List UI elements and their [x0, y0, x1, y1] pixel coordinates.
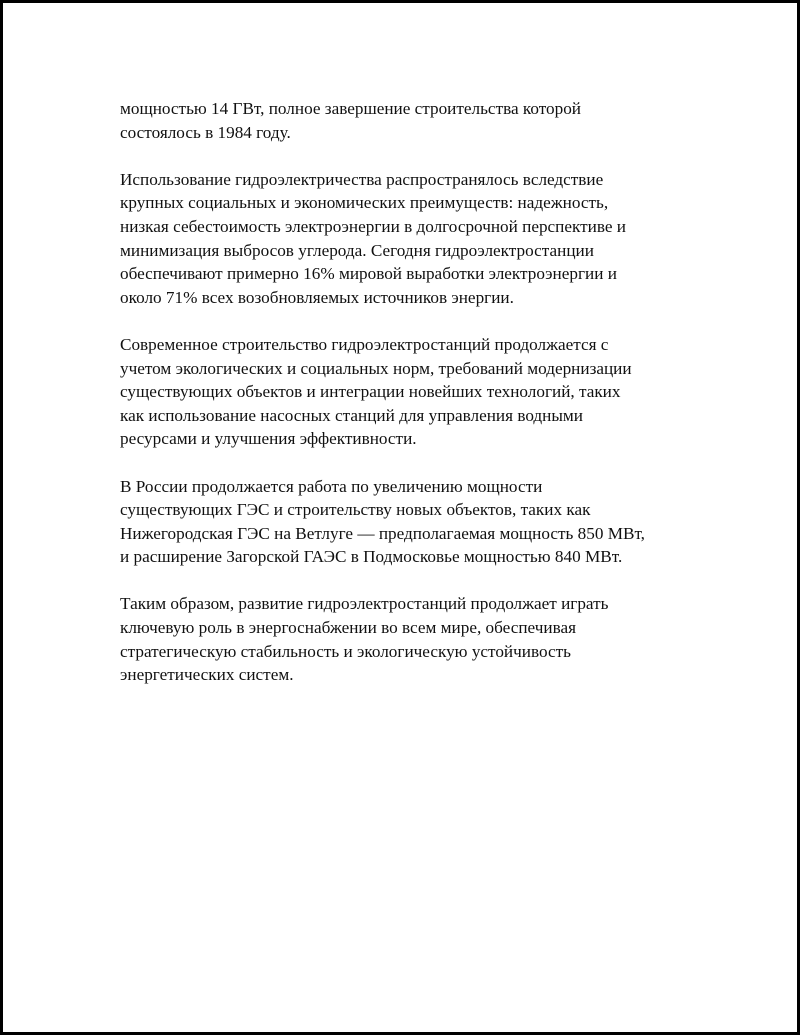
text-line: мощностью 14 ГВт, полное завершение строительства которой [120, 99, 581, 118]
text-line: стратегическую стабильность и экологическую устойчивость [120, 641, 571, 661]
text-line: существующих ГЭС и строительству новых объектов, таких как [120, 500, 591, 520]
text-line: и расширение Загорской ГАЭС в Подмосковье мощностью 840 МВт. [120, 547, 623, 567]
paragraph-5 [120, 592, 700, 686]
text-line: энергетических систем. [120, 665, 294, 685]
text-line: существующих объектов и интеграции новейших технологий, таких [120, 382, 621, 402]
text-line: Таким образом, развитие гидроэлектростанций продолжает играть [120, 594, 609, 614]
text-line: ключевую роль в энергоснабжении во всем мире, обеспечивая [120, 618, 577, 638]
text-line: ресурсами и улучшения эффективности. [120, 429, 417, 449]
text-line: состоялось в 1984 году. [120, 122, 291, 142]
text-line: Использование гидроэлектричества распространялось вследствие [120, 169, 604, 189]
text-line: как использование насосных станций для управления водными [120, 405, 583, 425]
text-line: учетом экологических и социальных норм, требований модернизации [120, 358, 632, 378]
text-line: низкая себестоимость электроэнергии в долгосрочной перспективе и [120, 216, 626, 236]
text-line: минимизация выбросов углерода. Сегодня гидроэлектростанции [120, 240, 594, 260]
document-body [120, 97, 700, 710]
text-line: В России продолжается работа по увеличению мощности [120, 476, 543, 496]
text-line: около 71% всех возобновляемых источников энергии. [120, 287, 514, 307]
text-line: Нижегородская ГЭС на Ветлуге — предполагаемая мощность 850 МВт, [120, 523, 645, 543]
paragraph-4 [120, 475, 700, 569]
paragraph-3 [120, 333, 700, 451]
text-line: крупных социальных и экономических преимуществ: надежность, [120, 193, 609, 213]
text-line: обеспечивают примерно 16% мировой выработки электроэнергии и [120, 264, 617, 284]
paragraph-2 [120, 168, 700, 310]
paragraph-1 [120, 97, 700, 144]
text-line: Современное строительство гидроэлектростанций продолжается с [120, 334, 609, 354]
